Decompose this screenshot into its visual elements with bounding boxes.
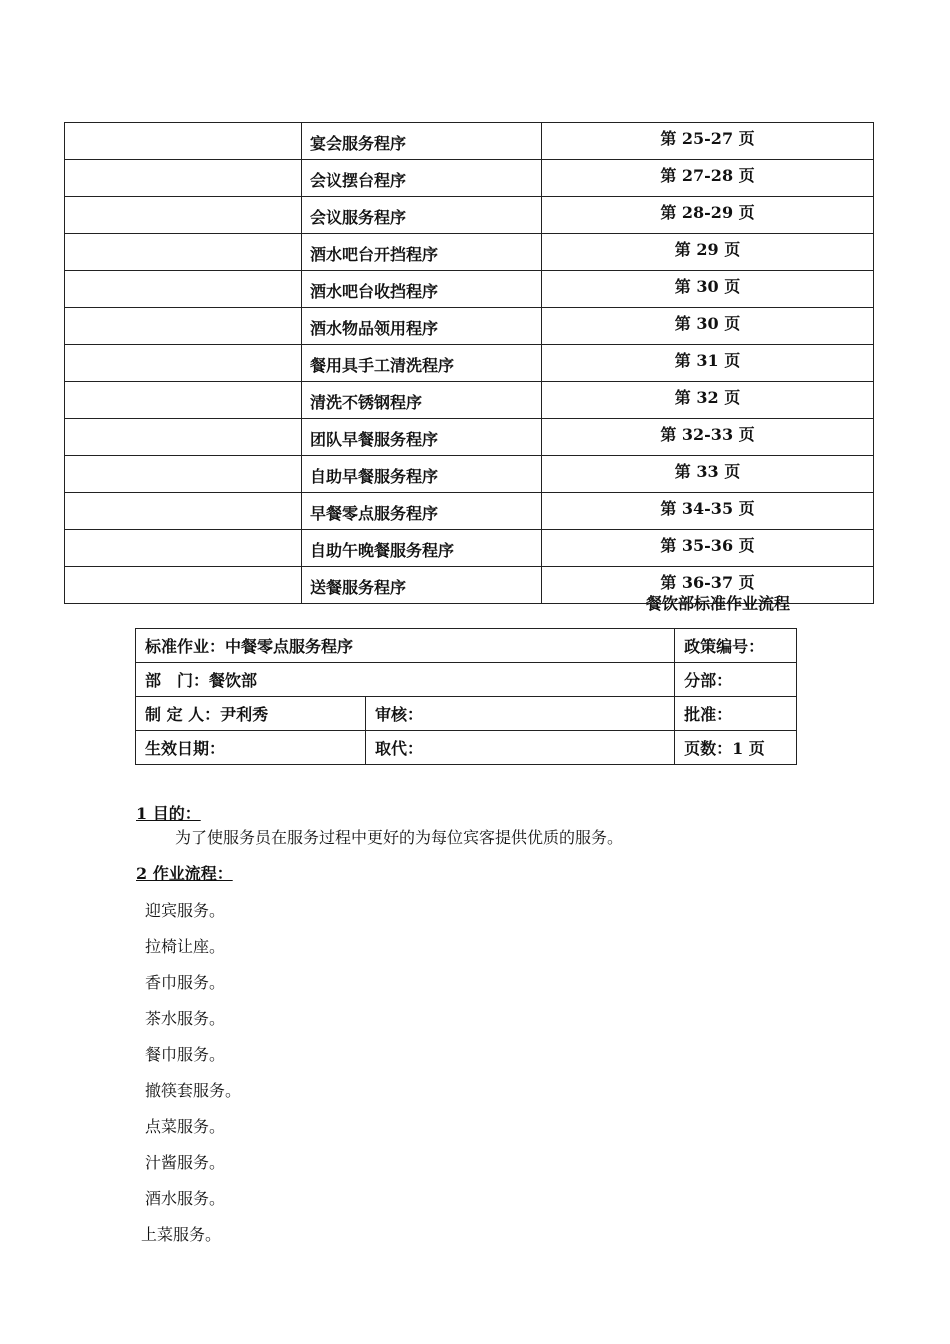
section-workflow-title: 2 作业流程： xyxy=(136,864,233,883)
toc-table xyxy=(64,122,874,604)
toc-item-name: 酒水物品领用程序 xyxy=(302,308,542,345)
toc-item-page: 第 36-37 页 xyxy=(542,567,874,604)
procedure-info-table xyxy=(135,628,797,765)
effective-date-field: 生效日期： xyxy=(136,731,366,765)
author-field: 制 定 人：尹利秀 xyxy=(136,697,366,731)
table-row xyxy=(136,663,797,697)
toc-item-page: 第 30 页 xyxy=(542,308,874,345)
toc-item-page: 第 32-33 页 xyxy=(542,419,874,456)
table-row xyxy=(65,419,874,456)
standard-field: 标准作业：中餐零点服务程序 xyxy=(136,629,675,663)
table-row xyxy=(65,308,874,345)
workflow-step: 汁酱服务。 xyxy=(145,1153,226,1172)
toc-item-name: 清洗不锈钢程序 xyxy=(302,382,542,419)
toc-item-name: 早餐零点服务程序 xyxy=(302,493,542,530)
toc-item-page: 第 33 页 xyxy=(542,456,874,493)
document-header-title: 餐饮部标准作业流程 xyxy=(646,594,791,613)
approve-field: 批准： xyxy=(675,697,797,731)
workflow-step: 香巾服务。 xyxy=(145,973,226,992)
workflow-step: 茶水服务。 xyxy=(145,1009,226,1028)
workflow-step: 撤筷套服务。 xyxy=(145,1081,242,1100)
department-field: 部 门：餐饮部 xyxy=(136,663,675,697)
review-field: 审核： xyxy=(366,697,675,731)
table-row xyxy=(65,530,874,567)
workflow-step: 上菜服务。 xyxy=(141,1225,222,1244)
toc-item-page: 第 27-28 页 xyxy=(542,160,874,197)
division-field: 分部： xyxy=(675,663,797,697)
table-row xyxy=(65,197,874,234)
table-row xyxy=(65,234,874,271)
table-row xyxy=(136,629,797,663)
toc-item-name: 送餐服务程序 xyxy=(302,567,542,604)
table-row xyxy=(136,731,797,765)
replace-field: 取代： xyxy=(366,731,675,765)
table-row xyxy=(65,493,874,530)
workflow-step: 餐巾服务。 xyxy=(145,1045,226,1064)
toc-item-name: 自助早餐服务程序 xyxy=(302,456,542,493)
table-row xyxy=(65,271,874,308)
toc-item-name: 餐用具手工清洗程序 xyxy=(302,345,542,382)
purpose-text: 为了使服务员在服务过程中更好的为每位宾客提供优质的服务。 xyxy=(175,828,624,847)
toc-item-page: 第 30 页 xyxy=(542,271,874,308)
toc-item-page: 第 29 页 xyxy=(542,234,874,271)
workflow-step: 拉椅让座。 xyxy=(145,937,226,956)
table-row xyxy=(65,456,874,493)
table-row xyxy=(65,123,874,160)
workflow-step: 迎宾服务。 xyxy=(145,901,226,920)
toc-item-name: 酒水吧台收挡程序 xyxy=(302,271,542,308)
toc-item-page: 第 25-27 页 xyxy=(542,123,874,160)
toc-item-page: 第 28-29 页 xyxy=(542,197,874,234)
toc-item-page: 第 35-36 页 xyxy=(542,530,874,567)
toc-item-name: 会议服务程序 xyxy=(302,197,542,234)
workflow-step: 酒水服务。 xyxy=(145,1189,226,1208)
table-row xyxy=(65,160,874,197)
section-purpose-title: 1 目的： xyxy=(136,804,201,823)
page-count-field: 页数：1 页 xyxy=(675,731,797,765)
toc-item-name: 会议摆台程序 xyxy=(302,160,542,197)
toc-item-name: 酒水吧台开挡程序 xyxy=(302,234,542,271)
toc-item-page: 第 34-35 页 xyxy=(542,493,874,530)
table-row xyxy=(65,382,874,419)
policy-number-field: 政策编号： xyxy=(675,629,797,663)
toc-item-name: 团队早餐服务程序 xyxy=(302,419,542,456)
toc-item-page: 第 32 页 xyxy=(542,382,874,419)
toc-item-name: 宴会服务程序 xyxy=(302,123,542,160)
toc-item-name: 自助午晚餐服务程序 xyxy=(302,530,542,567)
workflow-step: 点菜服务。 xyxy=(145,1117,226,1136)
toc-item-page: 第 31 页 xyxy=(542,345,874,382)
table-row xyxy=(136,697,797,731)
table-row xyxy=(65,345,874,382)
